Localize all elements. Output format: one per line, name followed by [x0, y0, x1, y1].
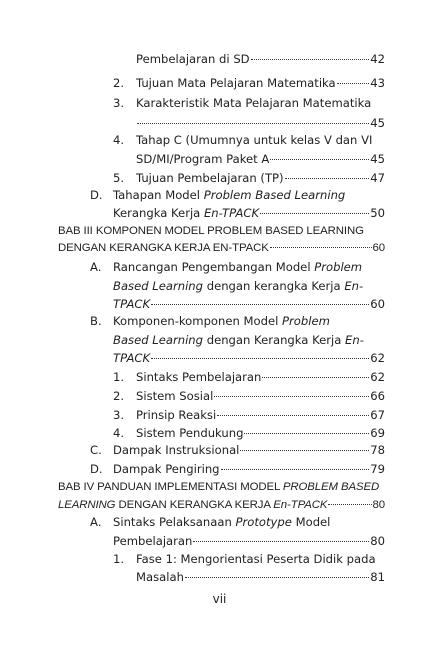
toc-entry [90, 185, 385, 205]
dot-leader [221, 469, 370, 470]
toc-page-number: 42 [370, 52, 385, 66]
toc-entry-text: TPACK [113, 351, 151, 365]
toc-entry [113, 130, 385, 150]
toc-entry [113, 549, 385, 569]
toc-page-number: 45 [370, 152, 385, 166]
dot-leader [260, 213, 369, 214]
toc-entry [58, 477, 385, 497]
toc-entry [136, 49, 385, 69]
toc-entry-text: Based Learning [113, 333, 204, 347]
toc-entry-text: Sintaks Pelaksanaan [113, 515, 236, 529]
toc-entry-text: Pembelajaran di SD [136, 52, 250, 66]
toc-entry-text: En- [345, 333, 364, 347]
toc-entry [58, 238, 385, 258]
toc-page-number: 60 [372, 242, 385, 254]
dot-leader [151, 304, 369, 305]
toc-entry [113, 203, 385, 223]
toc-page-number: 80 [370, 534, 385, 548]
toc-entry-text: DENGAN KERANGKA KERJA EN-TPACK [58, 242, 269, 254]
dot-leader [151, 358, 369, 359]
toc-entry [90, 459, 385, 479]
dot-leader [262, 377, 369, 378]
toc-entry-text: PROBLEM BASED [282, 481, 380, 493]
toc-entry-text: TPACK [113, 297, 151, 311]
toc-page-number: 67 [370, 408, 385, 422]
dot-leader [185, 577, 369, 578]
toc-entry [113, 405, 385, 425]
toc-entry [90, 512, 385, 532]
toc-entry-text: Tujuan Pembelajaran (TP) [136, 171, 284, 185]
toc-entry-number: 3. [113, 408, 125, 422]
toc-page-number: 45 [370, 116, 385, 130]
toc-entry-number: D. [90, 462, 103, 476]
toc-entry-text: Sintaks Pembelajaran [136, 370, 262, 384]
toc-entry [113, 531, 385, 551]
toc-entry-number: 5. [113, 171, 125, 185]
toc-entry-number: 4. [113, 133, 125, 147]
toc-entry-text: Sistem Pendukung [136, 426, 244, 440]
toc-entry [90, 257, 385, 277]
toc-entry [113, 276, 385, 296]
toc-entry-text: Tahap C (Umumnya untuk kelas V dan VI [136, 133, 373, 147]
toc-entry-number: 1. [113, 370, 125, 384]
toc-entry-number: 2. [113, 389, 125, 403]
dot-leader [240, 450, 369, 451]
toc-entry-text: dengan Kerangka Kerja [203, 333, 346, 347]
toc-entry-text: Model [291, 515, 331, 529]
toc-entry [136, 149, 385, 169]
dot-leader [214, 396, 369, 397]
toc-entry-number: B. [90, 314, 102, 328]
toc-entry-text: Dampak Pengiring [113, 462, 220, 476]
toc-entry-text: Problem Based Learning [203, 188, 346, 202]
dot-leader [193, 541, 369, 542]
toc-page-number: 47 [370, 171, 385, 185]
toc-entry [90, 311, 385, 331]
toc-entry [113, 386, 385, 406]
toc-entry-text: Komponen-komponen Model [113, 314, 283, 328]
toc-entry-text: Problem [282, 314, 330, 328]
dot-leader [270, 159, 369, 160]
toc-entry-text: SD/MI/Program Paket A [136, 152, 270, 166]
toc-entry-text: Pembelajaran [113, 534, 193, 548]
page-number: vii [212, 592, 227, 606]
dot-leader [337, 83, 370, 84]
toc-entry [113, 93, 385, 113]
toc-page-number: 69 [370, 426, 385, 440]
toc-entry-text: dengan kerangka Kerja [203, 279, 345, 293]
toc-entry-number: 1. [113, 552, 125, 566]
toc-entry-text: Based Learning [113, 279, 204, 293]
toc-entry-text: BAB III KOMPONEN MODEL PROBLEM BASED LEARNING [58, 225, 364, 237]
toc-entry-number: A. [90, 515, 102, 529]
toc-entry-text: LEARNING [58, 499, 116, 511]
toc-page-number: 66 [370, 389, 385, 403]
toc-entry-text: Tahapan Model [113, 188, 204, 202]
toc-entry-text: Sistem Sosial [136, 389, 214, 403]
toc-entry-text: Prinsip Reaksi [136, 408, 217, 422]
toc-page-number: 62 [370, 370, 385, 384]
toc-page-number: 62 [370, 351, 385, 365]
dot-leader [137, 123, 369, 124]
toc-entry-text: Karakteristik Mata Pelajaran Matematika [136, 96, 372, 110]
toc-entry-text: Prototype [235, 515, 292, 529]
toc-page-number: 60 [370, 297, 385, 311]
dot-leader [244, 433, 369, 434]
dot-leader [270, 247, 372, 248]
dot-leader [251, 59, 370, 60]
toc-entry [113, 330, 385, 350]
toc-entry-text: En-TPACK [273, 499, 328, 511]
toc-page-number: 81 [370, 570, 385, 584]
toc-entry [113, 367, 385, 387]
toc-entry-number: C. [90, 443, 102, 457]
toc-entry-text: BAB IV PANDUAN IMPLEMENTASI MODEL [58, 481, 283, 493]
toc-entry-number: 2. [113, 76, 125, 90]
dot-leader [285, 178, 370, 179]
toc-entry [90, 440, 385, 460]
toc-entry [113, 348, 385, 368]
toc-entry-text: En- [344, 279, 364, 293]
toc-entry-text: Dampak Instruksional [113, 443, 240, 457]
toc-entry-text: Masalah [136, 570, 184, 584]
toc-entry-text: Kerangka Kerja [113, 206, 204, 220]
toc-page-number: 50 [370, 206, 385, 220]
toc-entry [113, 73, 385, 93]
toc-entry-text: DENGAN KERANGKA KERJA [115, 499, 274, 511]
toc-entry-number: D. [90, 188, 103, 202]
toc-page-number: 78 [370, 443, 385, 457]
toc-page-number: 80 [372, 499, 385, 511]
dot-leader [328, 504, 371, 505]
dot-leader [217, 415, 369, 416]
toc-entry-text: Problem [314, 260, 363, 274]
toc-entry-number: A. [90, 260, 102, 274]
toc-entry-text: Rancangan Pengembangan Model [113, 260, 315, 274]
toc-entry-number: 3. [113, 96, 125, 110]
toc-page-number: 79 [370, 462, 385, 476]
toc-entry-text: Fase 1: Mengorientasi Peserta Didik pada [136, 552, 376, 566]
toc-entry [136, 567, 385, 587]
toc-entry-number: 4. [113, 426, 125, 440]
toc-entry-text: Tujuan Mata Pelajaran Matematika [136, 76, 336, 90]
toc-entry-text: En-TPACK [203, 206, 260, 220]
toc-page-number: 43 [370, 76, 385, 90]
